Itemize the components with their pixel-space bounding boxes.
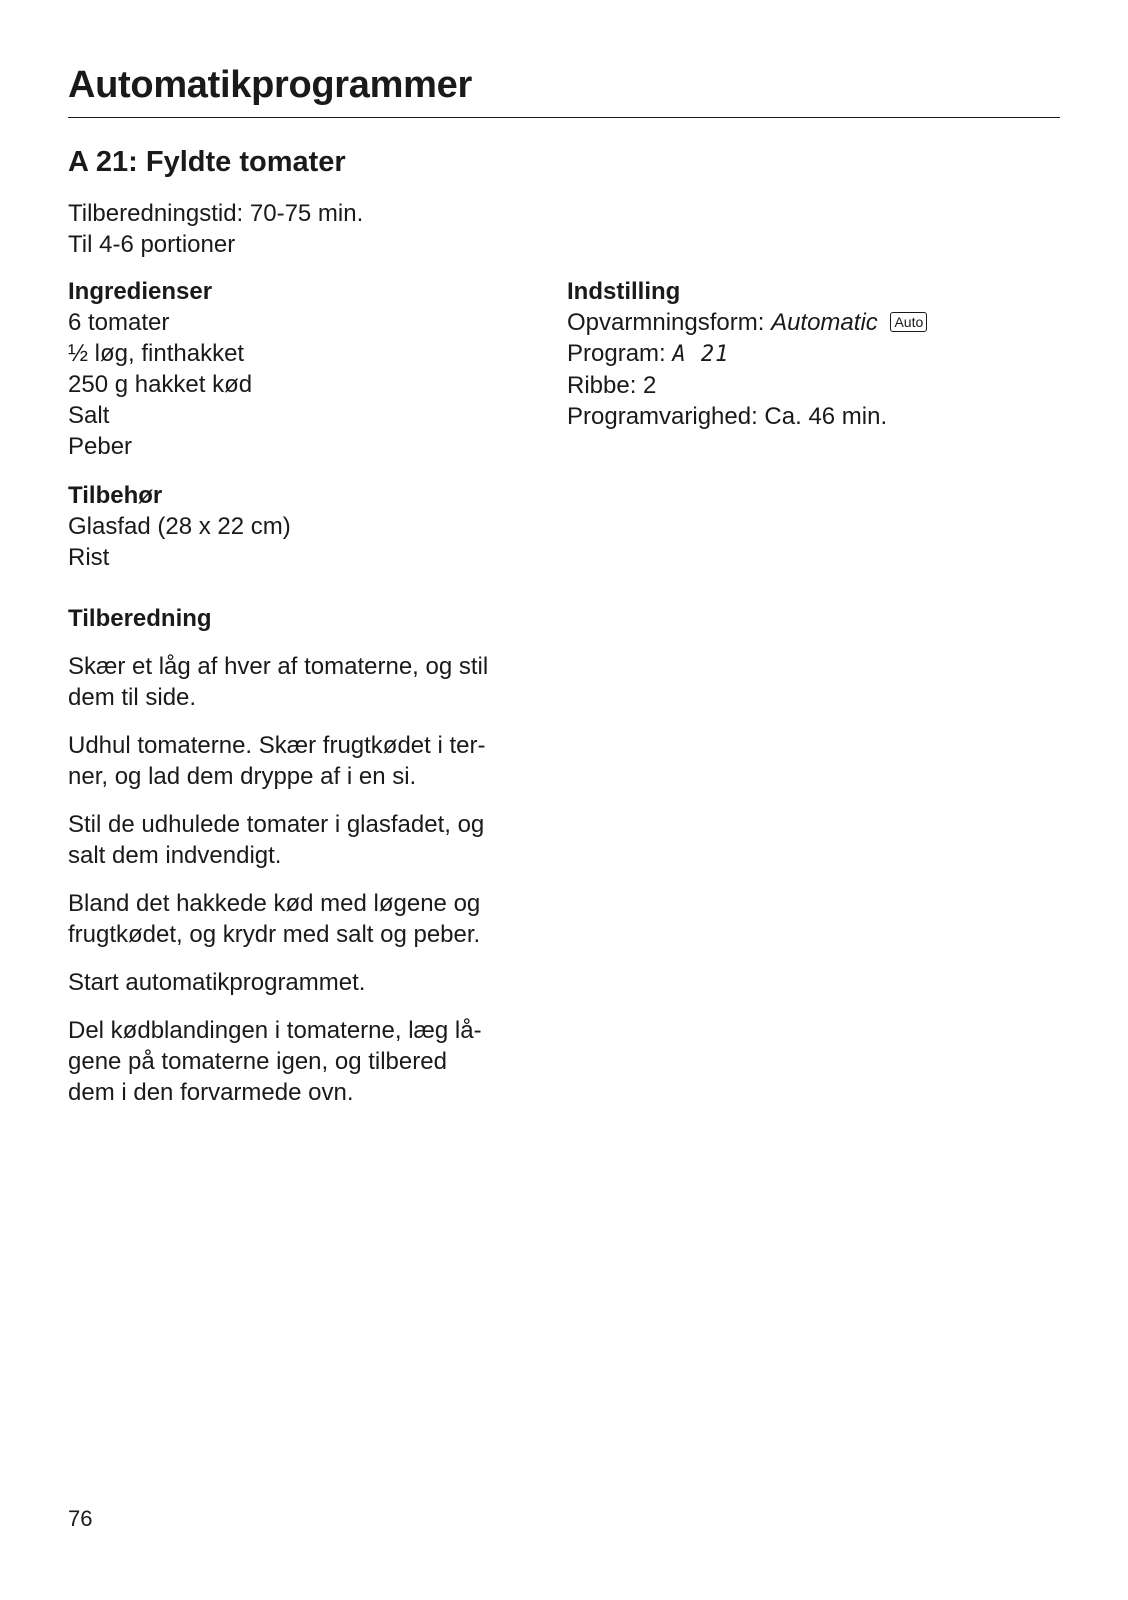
preparation-step — [68, 1015, 548, 1108]
accessory-item: Rist — [68, 544, 110, 571]
program-display-code: A 21 — [672, 342, 730, 367]
preparation-step — [68, 809, 548, 871]
title-divider — [68, 117, 1060, 118]
preparation-step — [68, 730, 548, 792]
preparation-step — [68, 651, 548, 713]
program-duration: Programvarighed: Ca. 46 min. — [567, 403, 888, 430]
auto-icon: Auto — [890, 312, 927, 332]
step-line: frugtkødet, og krydr med salt og peber. — [68, 921, 481, 948]
shelf-setting: Ribbe: 2 — [567, 372, 657, 399]
ingredients-heading: Ingredienser — [68, 278, 213, 305]
ingredient-item: 6 tomater — [68, 309, 170, 336]
portions: Til 4-6 portioner — [68, 231, 236, 258]
step-line: ner, og lad dem dryppe af i en si. — [68, 763, 417, 790]
settings-heading: Indstilling — [567, 278, 681, 305]
program-label: Program: — [567, 340, 666, 367]
step-line: Bland det hakkede kød med løgene og — [68, 890, 481, 917]
accessories-heading: Tilbehør — [68, 482, 163, 509]
step-line: dem til side. — [68, 684, 197, 711]
step-line: dem i den forvarmede ovn. — [68, 1079, 354, 1106]
step-line: salt dem indvendigt. — [68, 842, 282, 869]
right-column — [567, 276, 1047, 432]
heating-value: Automatic — [771, 309, 878, 336]
heating-label: Opvarmningsform: — [567, 309, 765, 336]
accessories-section — [68, 480, 548, 573]
step-line: Udhul tomaterne. Skær frugtkødet i ter- — [68, 732, 486, 759]
step-line: Del kødblandingen i tomaterne, læg lå- — [68, 1017, 482, 1044]
heating-mode — [567, 307, 1047, 338]
ingredient-item: 250 g hakket kød — [68, 371, 253, 398]
ingredient-item: Salt — [68, 402, 110, 429]
step-line: Skær et låg af hver af tomaterne, og stil — [68, 653, 489, 680]
settings-list — [567, 307, 1047, 432]
recipe-title: A 21: Fyldte tomater — [68, 146, 346, 178]
prep-time: Tilberedningstid: 70-75 min. — [68, 200, 364, 227]
ingredient-item: Peber — [68, 433, 133, 460]
ingredients-section — [68, 276, 548, 462]
step-line: gene på tomaterne igen, og tilbered — [68, 1048, 447, 1075]
accessory-item: Glasfad (28 x 22 cm) — [68, 513, 291, 540]
step-line: Stil de udhulede tomater i glasfadet, og — [68, 811, 485, 838]
ingredient-item: ½ løg, finthakket — [68, 340, 245, 367]
accessories-list — [68, 511, 548, 573]
page-number: 76 — [68, 1506, 93, 1531]
preparation-step — [68, 967, 548, 998]
step-line: Start automatikprogrammet. — [68, 969, 366, 996]
program-setting — [567, 338, 1047, 370]
ingredients-list — [68, 307, 548, 462]
preparation-steps — [68, 651, 548, 1108]
left-column — [68, 276, 548, 1125]
recipe-meta — [68, 198, 363, 260]
page-title: Automatikprogrammer — [68, 64, 472, 106]
preparation-step — [68, 888, 548, 950]
preparation-heading: Tilberedning — [68, 605, 212, 632]
